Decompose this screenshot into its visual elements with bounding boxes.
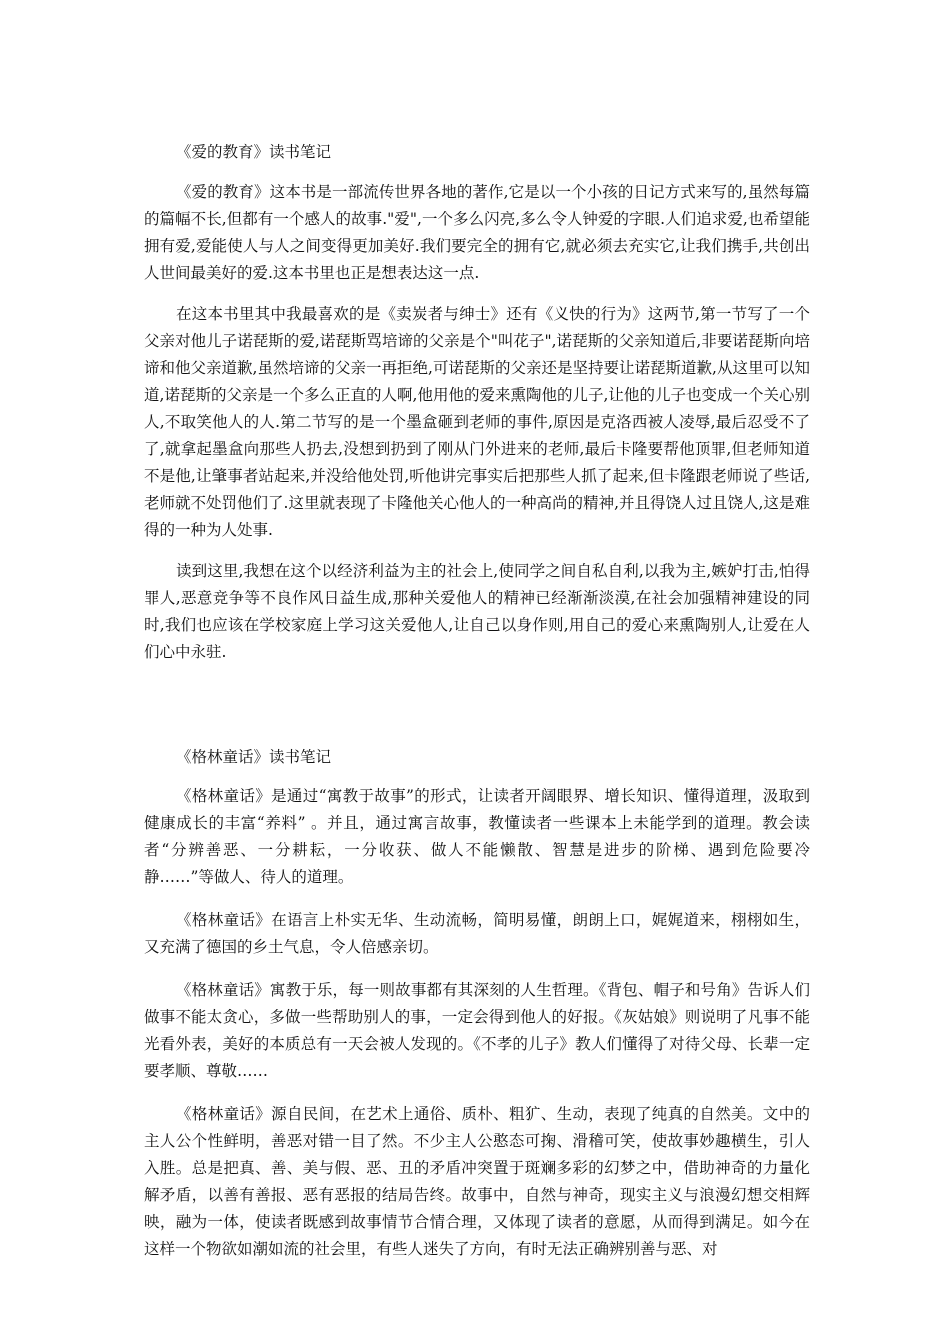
paragraph: 《格林童话》是通过“寓教于故事”的形式，让读者开阔眼界、增长知识、懂得道理，汲取到健康成长的丰富“养料” 。并且，通过寓言故事，教懂读者一些课本上未能学到的道理。教会读者“分辨善恶、一分耕耘，一分收获、做人不能懒散、智慧是进步的阶梯、遇到危险要冷静……”等做人、待人的道理。 (144, 787, 810, 886)
section-title: 《爱的教育》读书笔记 (176, 143, 332, 161)
paragraph: 《格林童话》在语言上朴实无华、生动流畅，简明易懂，朗朗上口，娓娓道来，栩栩如生，又充满了德国的乡土气息，令人倍感亲切。 (144, 911, 810, 956)
reading-note-grimm-fairy-tales (144, 746, 810, 1279)
paragraph: 读到这里,我想在这个以经济利益为主的社会上,使同学之间自私自利,以我为主,嫉妒打击,怕得罪人,恶意竞争等不良作风日益生成,那种关爱他人的精神已经渐渐淡漠,在社会加强精神建设的同时,我们也应该在学校家庭上学习这关爱他人,让自己以身作则,用自己的爱心来熏陶别人,让爱在人们心中永驻. (144, 562, 810, 661)
reading-note-love-education (144, 141, 810, 680)
paragraph: 《爱的教育》这本书是一部流传世界各地的著作,它是以一个小孩的日记方式来写的,虽然每篇的篇幅不长,但都有一个感人的故事."爱",一个多么闪亮,多么令人钟爱的字眼.人们追求爱,也希望能拥有爱,爱能使人与人之间变得更加美好.我们要完全的拥有它,就必须去充实它,让我们携手,共创出人世间最美好的爱.这本书里也正是想表达这一点. (144, 183, 810, 282)
section-title: 《格林童话》读书笔记 (176, 748, 332, 766)
paragraph: 《格林童话》寓教于乐，每一则故事都有其深刻的人生哲理。《背包、帽子和号角》告诉人们做事不能太贪心，多做一些帮助别人的事，一定会得到他人的好报。《灰姑娘》则说明了凡事不能光看外表，美好的本质总有一天会被人发现的。《不孝的儿子》教人们懂得了对待父母、长辈一定要孝顺、尊敬…… (144, 981, 810, 1080)
paragraph: 在这本书里其中我最喜欢的是《卖炭者与绅士》还有《义快的行为》这两节,第一节写了一个父亲对他儿子诺琵斯的爱,诺琵斯骂培谛的父亲是个"叫花子",诺琵斯的父亲知道后,非要诺琵斯向培谛和他父亲道歉,虽然培谛的父亲一再拒绝,可诺琵斯的父亲还是坚持要让诺琵斯道歉,从这里可以知道,诺琵斯的父亲是一个多么正直的人啊,他用他的爱来熏陶他的儿子,让他的儿子也变成一个关心别人,不取笑他人的人.第二节写的是一个墨盒砸到老师的事件,原因是克洛西被人凌辱,最后忍受不了了,就拿起墨盒向那些人扔去,没想到扔到了刚从门外进来的老师,最后卡隆要帮他顶罪,但老师知道不是他,让肇事者站起来,并没给他处罚,听他讲完事实后把那些人抓了起来,但卡隆跟老师说了些话,老师就不处罚他们了.这里就表现了卡隆他关心他人的一种高尚的精神,并且得饶人过且饶人,这是难得的一种为人处事. (144, 305, 810, 539)
paragraph: 《格林童话》源自民间，在艺术上通俗、质朴、粗犷、生动，表现了纯真的自然美。文中的主人公个性鲜明，善恶对错一目了然。不少主人公憨态可掬、滑稽可笑，使故事妙趣横生，引人入胜。总是把真、善、美与假、恶、丑的矛盾冲突置于斑斓多彩的幻梦之中，借助神奇的力量化解矛盾，以善有善报、恶有恶报的结局告终。故事中，自然与神奇，现实主义与浪漫幻想交相辉映，融为一体，使读者既感到故事情节合情合理，又体现了读者的意愿，从而得到满足。如今在这样一个物欲如潮如流的社会里，有些人迷失了方向，有时无法正确辨别善与恶、对 (144, 1105, 810, 1258)
